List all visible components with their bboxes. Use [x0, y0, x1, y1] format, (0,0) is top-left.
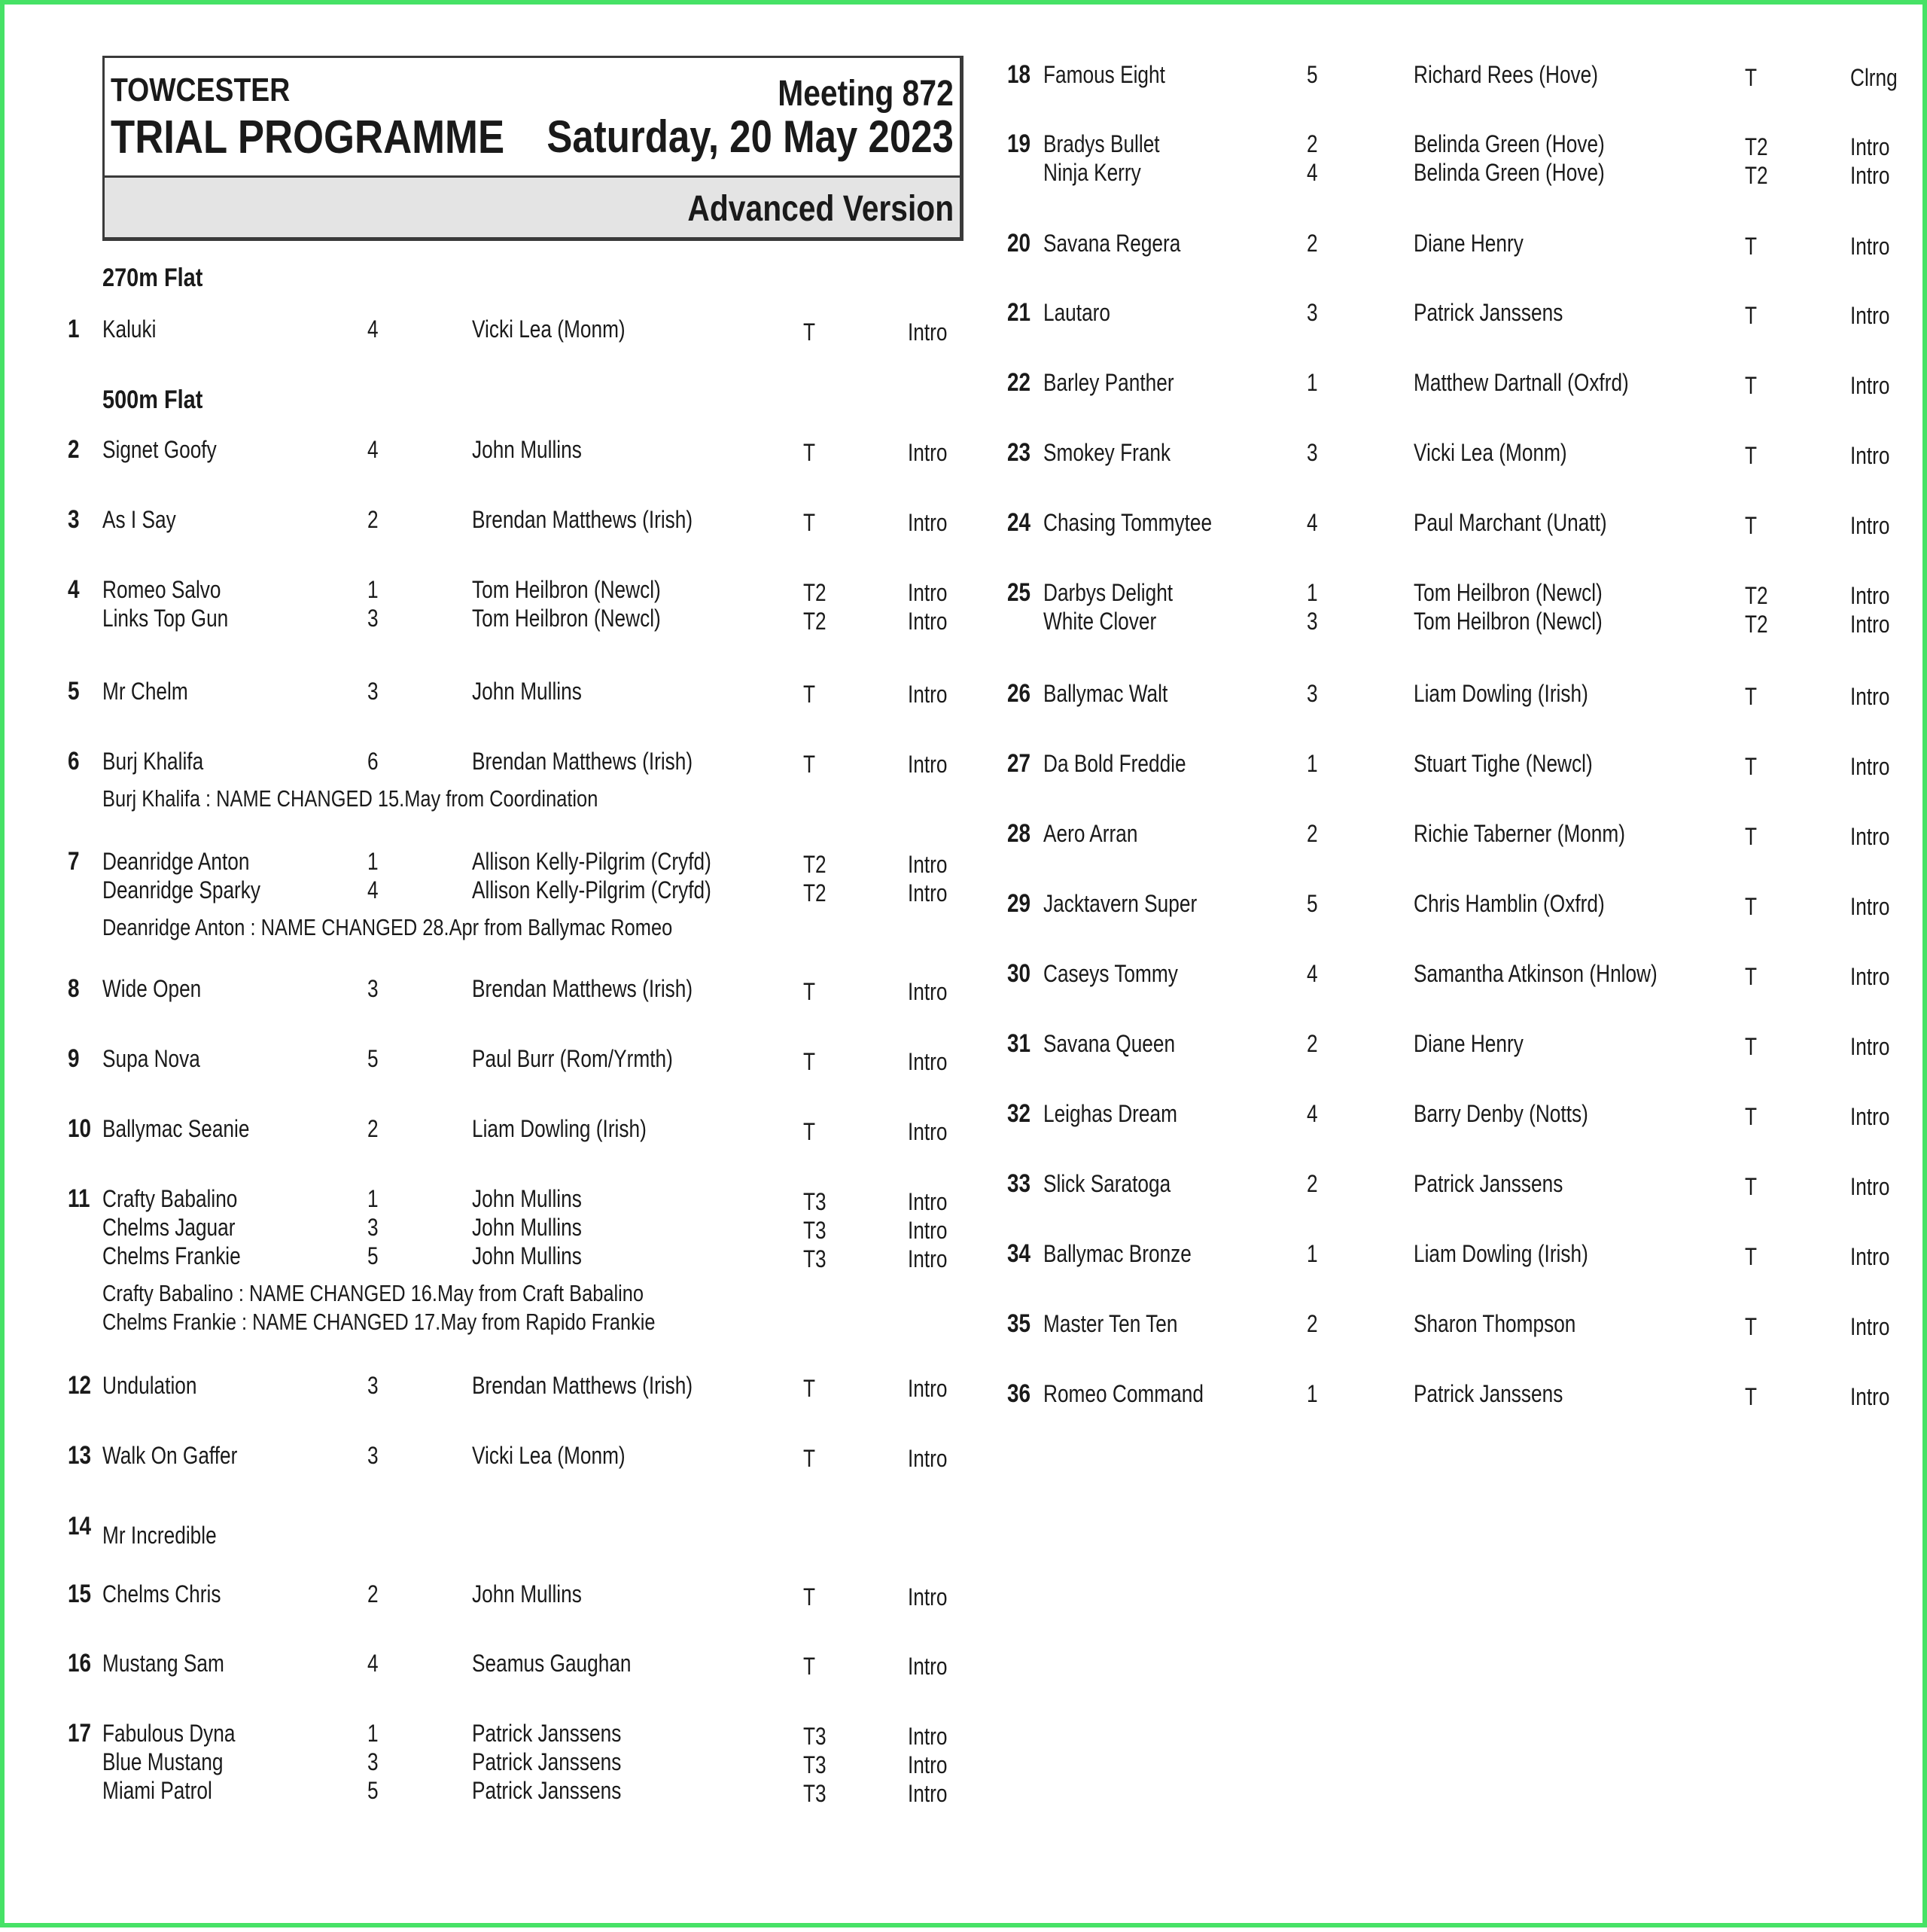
dog-name: Famous Eight	[1043, 61, 1165, 88]
trial-type: T	[1745, 823, 1758, 850]
dog-name: Lautaro	[1043, 299, 1110, 326]
trap-number: 5	[367, 1777, 379, 1804]
trial-type: T	[803, 1375, 816, 1402]
dog-name: As I Say	[102, 506, 176, 533]
trap-number: 1	[367, 576, 379, 603]
trial-number: 19	[1007, 130, 1031, 158]
trial-status: Intro	[1850, 753, 1890, 780]
trial-number: 17	[68, 1719, 92, 1748]
dog-name: Romeo Salvo	[102, 576, 221, 603]
trap-number: 1	[367, 848, 379, 875]
trial-status: Intro	[908, 1217, 948, 1244]
trial-type: T2	[803, 608, 827, 635]
trial-number: 8	[68, 974, 80, 1003]
venue-name: TOWCESTER	[111, 72, 291, 108]
trial-status: Intro	[1850, 1033, 1890, 1060]
trap-number: 4	[1307, 509, 1318, 536]
trial-type: T	[803, 318, 816, 346]
trial-number: 2	[68, 435, 80, 464]
trial-type: T	[1745, 1313, 1758, 1340]
trial-number: 30	[1007, 959, 1031, 988]
dog-name: Burj Khalifa	[102, 748, 204, 775]
trainer-name: Patrick Janssens	[472, 1777, 622, 1804]
trainer-name: Paul Burr (Rom/Yrmth)	[472, 1045, 673, 1072]
trainer-name: Patrick Janssens	[1414, 299, 1563, 326]
trial-type: T	[1745, 683, 1758, 710]
dog-name: White Clover	[1043, 608, 1157, 635]
trap-number: 3	[1307, 299, 1318, 326]
trial-type: T2	[1745, 162, 1768, 189]
name-change-note: Deanridge Anton : NAME CHANGED 28.Apr from Ballymac Romeo	[102, 914, 673, 940]
dog-name: Bradys Bullet	[1043, 130, 1160, 157]
trap-number: 2	[1307, 230, 1318, 257]
trial-number: 29	[1007, 889, 1031, 918]
trial-type: T	[803, 1583, 816, 1611]
meeting-date: Saturday, 20 May 2023	[546, 111, 954, 162]
trial-number: 10	[68, 1114, 92, 1143]
trial-type: T3	[803, 1217, 827, 1244]
trial-status: Intro	[1850, 963, 1890, 990]
dog-name: Mustang Sam	[102, 1650, 224, 1677]
trainer-name: Diane Henry	[1414, 1030, 1524, 1057]
trap-number: 2	[1307, 130, 1318, 157]
trainer-name: Allison Kelly-Pilgrim (Cryfd)	[472, 876, 711, 904]
trainer-name: Allison Kelly-Pilgrim (Cryfd)	[472, 848, 711, 875]
trainer-name: Liam Dowling (Irish)	[1414, 680, 1588, 707]
trap-number: 2	[1307, 1170, 1318, 1197]
trial-number: 5	[68, 677, 80, 705]
trainer-name: Sharon Thompson	[1414, 1310, 1576, 1337]
trial-number: 3	[68, 505, 80, 534]
trial-type: T	[1745, 1173, 1758, 1200]
name-change-note: Chelms Frankie : NAME CHANGED 17.May from Rapido Frankie	[102, 1309, 656, 1335]
dog-name: Miami Patrol	[102, 1777, 212, 1804]
trial-number: 6	[68, 747, 80, 776]
trial-number: 7	[68, 847, 80, 876]
trial-status: Intro	[908, 608, 948, 635]
trainer-name: Richard Rees (Hove)	[1414, 61, 1598, 88]
trainer-name: Tom Heilbron (Newcl)	[1414, 608, 1603, 635]
trainer-name: Richie Taberner (Monm)	[1414, 820, 1625, 847]
trial-number: 20	[1007, 229, 1031, 257]
trial-type: T	[1745, 1383, 1758, 1410]
trial-number: 32	[1007, 1099, 1031, 1128]
trial-number: 13	[68, 1441, 92, 1470]
trap-number: 1	[1307, 1380, 1318, 1407]
trial-number: 33	[1007, 1169, 1031, 1198]
trial-type: T	[803, 1653, 816, 1680]
trial-status: Intro	[1850, 823, 1890, 850]
dog-name: Chelms Chris	[102, 1580, 221, 1607]
trial-status: Intro	[908, 1653, 948, 1680]
trial-status: Intro	[1850, 1173, 1890, 1200]
trial-type: T	[1745, 302, 1758, 329]
trial-number: 1	[68, 315, 80, 343]
trial-status: Intro	[1850, 162, 1890, 189]
trap-number: 6	[367, 748, 379, 775]
trap-number: 3	[367, 1442, 379, 1469]
trial-status: Intro	[908, 978, 948, 1005]
trial-status: Intro	[908, 439, 948, 466]
trap-number: 3	[367, 605, 379, 632]
trainer-name: Seamus Gaughan	[472, 1650, 632, 1677]
trial-type: T2	[1745, 582, 1768, 609]
trap-number: 4	[367, 876, 379, 904]
trial-type: T	[1745, 753, 1758, 780]
trap-number: 2	[367, 1580, 379, 1607]
version-label: Advanced Version	[687, 189, 954, 229]
trial-status: Intro	[1850, 893, 1890, 920]
trial-status: Intro	[1850, 302, 1890, 329]
trial-number: 36	[1007, 1379, 1031, 1408]
dog-name: Crafty Babalino	[102, 1185, 238, 1212]
trap-number: 2	[1307, 820, 1318, 847]
trainer-name: John Mullins	[472, 436, 582, 463]
trial-status: Intro	[908, 1375, 948, 1402]
dog-name: Blue Mustang	[102, 1748, 224, 1775]
trial-status: Intro	[908, 751, 948, 778]
trial-type: T	[1745, 1243, 1758, 1270]
trainer-name: John Mullins	[472, 1214, 582, 1241]
dog-name: Deanridge Sparky	[102, 876, 261, 904]
trial-type: T2	[1745, 133, 1768, 160]
trap-number: 4	[367, 436, 379, 463]
trainer-name: John Mullins	[472, 1580, 582, 1607]
trial-number: 16	[68, 1649, 92, 1678]
trial-type: T	[803, 751, 816, 778]
trial-type: T	[803, 978, 816, 1005]
dog-name: Caseys Tommy	[1043, 960, 1178, 987]
dog-name: Supa Nova	[102, 1045, 200, 1072]
trap-number: 4	[1307, 159, 1318, 186]
trial-type: T	[1745, 233, 1758, 260]
trainer-name: Brendan Matthews (Irish)	[472, 975, 693, 1002]
section-270m-flat: 270m Flat	[102, 264, 203, 292]
trap-number: 5	[367, 1045, 379, 1072]
trainer-name: Vicki Lea (Monm)	[1414, 439, 1567, 466]
trainer-name: Brendan Matthews (Irish)	[472, 1372, 693, 1399]
trial-number: 21	[1007, 298, 1031, 327]
trial-number: 31	[1007, 1029, 1031, 1058]
trap-number: 2	[367, 506, 379, 533]
trial-status: Intro	[1850, 512, 1890, 539]
trial-status: Intro	[908, 1583, 948, 1611]
trial-status: Intro	[1850, 1313, 1890, 1340]
trap-number: 1	[1307, 369, 1318, 396]
trap-number: 3	[1307, 439, 1318, 466]
trap-number: 3	[1307, 680, 1318, 707]
trial-type: T	[803, 509, 816, 536]
trial-status: Intro	[1850, 1103, 1890, 1130]
trainer-name: Patrick Janssens	[1414, 1170, 1563, 1197]
trainer-name: Matthew Dartnall (Oxfrd)	[1414, 369, 1629, 396]
dog-name: Kaluki	[102, 315, 157, 343]
trap-number: 4	[1307, 1100, 1318, 1127]
trap-number: 5	[1307, 61, 1318, 88]
trial-type: T3	[803, 1723, 827, 1750]
dog-name: Deanridge Anton	[102, 848, 250, 875]
trap-number: 1	[367, 1185, 379, 1212]
trial-status: Intro	[1850, 1383, 1890, 1410]
dog-name: Mr Incredible	[102, 1522, 217, 1549]
trial-status: Intro	[908, 879, 948, 907]
trap-number: 4	[367, 315, 379, 343]
trap-number: 1	[367, 1720, 379, 1747]
dog-name: Jacktavern Super	[1043, 890, 1198, 917]
trial-type: T2	[1745, 611, 1768, 638]
trial-status: Clrng	[1850, 64, 1898, 91]
dog-name: Ballymac Walt	[1043, 680, 1168, 707]
trial-status: Intro	[908, 1188, 948, 1215]
trap-number: 2	[367, 1115, 379, 1142]
trial-type: T	[1745, 893, 1758, 920]
trial-status: Intro	[1850, 582, 1890, 609]
trial-number: 18	[1007, 60, 1031, 89]
dog-name: Undulation	[102, 1372, 197, 1399]
trial-status: Intro	[908, 579, 948, 606]
trainer-name: John Mullins	[472, 1242, 582, 1269]
trial-type: T2	[803, 851, 827, 878]
trap-number: 4	[1307, 960, 1318, 987]
trial-status: Intro	[908, 1723, 948, 1750]
dog-name: Aero Arran	[1043, 820, 1138, 847]
trainer-name: Patrick Janssens	[472, 1720, 622, 1747]
trial-number: 35	[1007, 1309, 1031, 1338]
trial-number: 27	[1007, 749, 1031, 778]
section-500m-flat: 500m Flat	[102, 385, 203, 414]
trainer-name: Belinda Green (Hove)	[1414, 130, 1605, 157]
trial-number: 23	[1007, 438, 1031, 467]
trial-type: T3	[803, 1188, 827, 1215]
dog-name: Links Top Gun	[102, 605, 229, 632]
dog-name: Savana Regera	[1043, 230, 1181, 257]
trial-number: 14	[68, 1512, 92, 1540]
trial-type: T3	[803, 1780, 827, 1807]
trainer-name: Liam Dowling (Irish)	[1414, 1240, 1588, 1267]
trap-number: 3	[367, 1214, 379, 1241]
trial-number: 9	[68, 1044, 80, 1073]
trial-number: 11	[68, 1184, 90, 1213]
trial-status: Intro	[1850, 372, 1890, 399]
trainer-name: Tom Heilbron (Newcl)	[472, 605, 661, 632]
dog-name: Barley Panther	[1043, 369, 1174, 396]
trainer-name: Stuart Tighe (Newcl)	[1414, 750, 1593, 777]
trial-type: T2	[803, 879, 827, 907]
dog-name: Signet Goofy	[102, 436, 217, 463]
trial-number: 25	[1007, 578, 1031, 607]
trial-number: 28	[1007, 819, 1031, 848]
trainer-name: John Mullins	[472, 1185, 582, 1212]
trial-type: T	[803, 439, 816, 466]
trial-type: T	[803, 1048, 816, 1075]
trial-type: T	[1745, 963, 1758, 990]
trial-status: Intro	[908, 681, 948, 708]
trial-number: 15	[68, 1580, 92, 1608]
dog-name: Mr Chelm	[102, 678, 188, 705]
trap-number: 5	[367, 1242, 379, 1269]
trainer-name: Patrick Janssens	[1414, 1380, 1563, 1407]
trial-status: Intro	[1850, 133, 1890, 160]
trap-number: 1	[1307, 579, 1318, 606]
trainer-name: Diane Henry	[1414, 230, 1524, 257]
trial-status: Intro	[908, 318, 948, 346]
trial-type: T	[803, 1445, 816, 1472]
dog-name: Smokey Frank	[1043, 439, 1171, 466]
dog-name: Da Bold Freddie	[1043, 750, 1186, 777]
trap-number: 3	[367, 1748, 379, 1775]
trainer-name: Brendan Matthews (Irish)	[472, 748, 693, 775]
trainer-name: Brendan Matthews (Irish)	[472, 506, 693, 533]
trial-type: T2	[803, 579, 827, 606]
trap-number: 3	[367, 678, 379, 705]
trap-number: 1	[1307, 750, 1318, 777]
name-change-note: Crafty Babalino : NAME CHANGED 16.May from Craft Babalino	[102, 1280, 644, 1306]
dog-name: Romeo Command	[1043, 1380, 1204, 1407]
dog-name: Walk On Gaffer	[102, 1442, 238, 1469]
left-trials-column	[5, 5, 968, 1932]
dog-name: Chelms Jaguar	[102, 1214, 236, 1241]
trainer-name: Chris Hamblin (Oxfrd)	[1414, 890, 1605, 917]
trainer-name: Patrick Janssens	[472, 1748, 622, 1775]
dog-name: Fabulous Dyna	[102, 1720, 236, 1747]
trainer-name: Tom Heilbron (Newcl)	[1414, 579, 1603, 606]
trainer-name: Barry Denby (Notts)	[1414, 1100, 1588, 1127]
trial-number: 34	[1007, 1239, 1031, 1268]
trap-number: 5	[1307, 890, 1318, 917]
trial-type: T	[1745, 1033, 1758, 1060]
trial-type: T3	[803, 1245, 827, 1272]
trial-number: 24	[1007, 508, 1031, 537]
trial-status: Intro	[908, 1445, 948, 1472]
trial-status: Intro	[908, 851, 948, 878]
dog-name: Savana Queen	[1043, 1030, 1176, 1057]
dog-name: Ballymac Seanie	[102, 1115, 250, 1142]
trial-type: T3	[803, 1751, 827, 1778]
trainer-name: Vicki Lea (Monm)	[472, 315, 626, 343]
trial-type: T	[1745, 442, 1758, 469]
name-change-note: Burj Khalifa : NAME CHANGED 15.May from Coordination	[102, 785, 598, 812]
programme-title: TRIAL PROGRAMME	[111, 111, 505, 163]
trial-type: T	[1745, 64, 1758, 91]
trial-number: 26	[1007, 679, 1031, 708]
trial-status: Intro	[908, 1245, 948, 1272]
trial-type: T	[1745, 372, 1758, 399]
dog-name: Chelms Frankie	[102, 1242, 241, 1269]
trainer-name: Liam Dowling (Irish)	[472, 1115, 647, 1142]
trial-type: T	[1745, 1103, 1758, 1130]
dog-name: Wide Open	[102, 975, 202, 1002]
trainer-name: John Mullins	[472, 678, 582, 705]
trial-type: T	[1745, 512, 1758, 539]
trial-type: T	[803, 1118, 816, 1145]
trial-number: 4	[68, 575, 80, 604]
dog-name: Master Ten Ten	[1043, 1310, 1178, 1337]
trial-status: Intro	[1850, 611, 1890, 638]
trial-number: 22	[1007, 368, 1031, 397]
trial-number: 12	[68, 1371, 92, 1400]
dog-name: Slick Saratoga	[1043, 1170, 1171, 1197]
trial-status: Intro	[1850, 442, 1890, 469]
trial-status: Intro	[908, 1751, 948, 1778]
trial-status: Intro	[908, 1048, 948, 1075]
meeting-number: Meeting 872	[778, 74, 954, 114]
trainer-name: Vicki Lea (Monm)	[472, 1442, 626, 1469]
trap-number: 2	[1307, 1030, 1318, 1057]
trial-status: Intro	[908, 1780, 948, 1807]
trial-type: T	[803, 681, 816, 708]
dog-name: Ballymac Bronze	[1043, 1240, 1192, 1267]
trial-status: Intro	[1850, 683, 1890, 710]
trap-number: 2	[1307, 1310, 1318, 1337]
trap-number: 3	[1307, 608, 1318, 635]
trial-status: Intro	[908, 509, 948, 536]
trainer-name: Tom Heilbron (Newcl)	[472, 576, 661, 603]
trial-status: Intro	[908, 1118, 948, 1145]
trial-status: Intro	[1850, 1243, 1890, 1270]
trainer-name: Belinda Green (Hove)	[1414, 159, 1605, 186]
dog-name: Chasing Tommytee	[1043, 509, 1213, 536]
trap-number: 3	[367, 1372, 379, 1399]
trainer-name: Samantha Atkinson (Hnlow)	[1414, 960, 1658, 987]
trainer-name: Paul Marchant (Unatt)	[1414, 509, 1607, 536]
dog-name: Ninja Kerry	[1043, 159, 1141, 186]
trap-number: 4	[367, 1650, 379, 1677]
right-trials-column	[938, 5, 1927, 1932]
dog-name: Leighas Dream	[1043, 1100, 1177, 1127]
trap-number: 1	[1307, 1240, 1318, 1267]
trap-number: 3	[367, 975, 379, 1002]
dog-name: Darbys Delight	[1043, 579, 1174, 606]
trial-status: Intro	[1850, 233, 1890, 260]
